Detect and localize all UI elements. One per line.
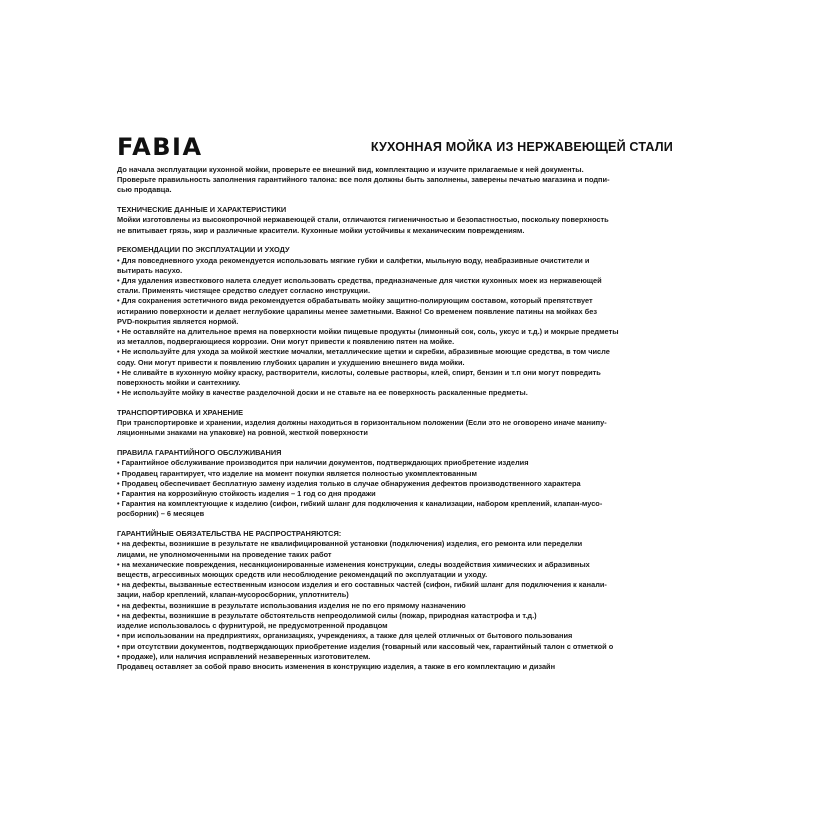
section-line: • Не используйте мойку в качестве разделочной доски и не ставьте на ее поверхность раскаленные предметы. xyxy=(117,388,528,398)
section-line: • Гарантийное обслуживание производится при наличии документов, подтверждающих приобретение изделия xyxy=(117,458,529,468)
section-line: • Гарантия на комплектующие к изделию (сифон, гибкий шланг для подключения к канализации, набором креплений, клапан-мусо- xyxy=(117,499,603,509)
section-line: • Для удаления известкового налета следует использовать средства, предназначеные для чистки кухонных моек из нержавеющей xyxy=(117,276,602,286)
section-line: • продаже), или наличия исправлений незаверенных изготовителем. xyxy=(117,651,371,661)
section-line: из металлов, подвергающиеся коррозии. Они могут привести к появлению пятен на мойке. xyxy=(117,337,455,347)
section-line: • Не сливайте в кухонную мойку краску, растворители, кислоты, солевые растворы, клей, спирт, бензин и т.п они могут повредить xyxy=(117,367,601,377)
section-line: • Продавец обеспечивает бесплатную замену изделия только в случае обнаружения дефектов производственного характера xyxy=(117,478,581,488)
section-line: • Для повседневного ухода рекомендуется использовать мягкие губки и салфетки, мыльную воду, неабразивные очистители и xyxy=(117,255,590,265)
section-line: ляционными знаками на упаковке) на ровной, жесткой поверхности xyxy=(117,428,368,438)
section-title: ПРАВИЛА ГАРАНТИЙНОГО ОБСЛУЖИВАНИЯ xyxy=(117,448,282,458)
section-line: поверхность мойки и сантехнику. xyxy=(117,378,241,388)
section-warranty-exclusions xyxy=(117,529,673,672)
section-transport-storage xyxy=(117,408,673,439)
sheet-header xyxy=(117,133,673,162)
section-line: • Для сохранения эстетичного вида рекомендуется обрабатывать мойку защитно-полирующим составом, который препятствует xyxy=(117,296,593,306)
section-title: ТРАНСПОРТИРОВКА И ХРАНЕНИЕ xyxy=(117,408,244,418)
intro-line: До начала эксплуатации кухонной мойки, проверьте ее внешний вид, комплектацию и изучите прилагаемые к ней документы. xyxy=(117,165,584,174)
section-line: Мойки изготовлены из высокопрочной нержавеющей стали, отличаются гигиеничностью и безопастностью, поскольку поверхность xyxy=(117,215,609,225)
section-line: • Гарантия на коррозийную стойкость изделия – 1 год со дня продажи xyxy=(117,489,376,499)
section-title: ТЕХНИЧЕСКИЕ ДАННЫЕ И ХАРАКТЕРИСТИКИ xyxy=(117,205,287,215)
instruction-sheet xyxy=(117,133,673,672)
closing-note: Продавец оставляет за собой право вносить изменения в конструкцию изделия, а также в его комплектацию и дизайн xyxy=(117,661,556,671)
section-line: • на дефекты, возникшие в результате использования изделия не по его прямому назначению xyxy=(117,600,466,610)
section-line: • Не оставляйте на длительное время на поверхности мойки пищевые продукты (лимонный сок, соль, уксус и т.д.) и мокрые предметы xyxy=(117,327,619,337)
section-line: • Продавец гарантирует, что изделие на момент покупки является полностью укомплектованным xyxy=(117,468,477,478)
section-line: PVD-покрытия является нормой. xyxy=(117,316,239,326)
section-line: веществ, агрессивных моющих средств или несоблюдение рекомендаций по эксплуатации и уходу. xyxy=(117,570,488,580)
section-title: ГАРАНТИЙНЫЕ ОБЯЗАТЕЛЬСТВА НЕ РАСПРОСТРАНЯЮТСЯ: xyxy=(117,529,342,539)
section-line: • при использовании на предприятиях, организациях, учреждениях, а также для целей отличных от бытового пользования xyxy=(117,631,573,641)
section-care-recommendations xyxy=(117,245,673,398)
section-line: вытирать насухо. xyxy=(117,265,183,275)
section-line: истиранию поверхности и делает неглубокие царапины менее заметными. Важно! Со временем появление патины на мойках без xyxy=(117,306,598,316)
document-title: КУХОННАЯ МОЙКА ИЗ НЕРЖАВЕЮЩЕЙ СТАЛИ xyxy=(370,140,673,154)
section-line: • на дефекты, возникшие в результате обстоятельств непреодолимой силы (пожар, природная катастрофа и т.д.) xyxy=(117,610,537,620)
section-line: росборник) – 6 месяцев xyxy=(117,509,205,519)
section-line: не впитывает грязь, жир и различные красители. Кухонные мойки устойчивы к механическим повреждениям. xyxy=(117,225,525,235)
section-line: • Не используйте для ухода за мойкой жесткие мочалки, металлические щетки и скребки, абразивные моющие средства, в том числе xyxy=(117,347,610,357)
section-warranty-rules xyxy=(117,448,673,519)
intro-paragraph xyxy=(117,165,673,196)
section-line: изделие использовалось с фурнитурой, не предусмотренной продавцом xyxy=(117,621,388,631)
section-line: • при отсутствии документов, подтверждающих приобретение изделия (товарный или кассовый чек, гарантийный талон с отметкой о xyxy=(117,641,614,651)
section-line: • на дефекты, возникшие в результате не квалифицированной установки (подключения) изделия, его ремонта или переделки xyxy=(117,539,583,549)
section-line: зации, набор креплений, клапан-мусоросборник, уплотнитель) xyxy=(117,590,349,600)
intro-line: сью продавца. xyxy=(117,185,172,195)
intro-line: Проверьте правильность заполнения гарантийного талона: все поля должны быть заполнены, заверены печатью магазина и подпи- xyxy=(117,175,610,185)
document-body xyxy=(117,165,673,672)
section-technical-data xyxy=(117,205,673,236)
section-line: При транспортировке и хранении, изделия должны находиться в горизонтальном положении (Если это не оговорено иначе манипу- xyxy=(117,418,607,428)
section-line: • на дефекты, вызванные естественным износом изделия и его составных частей (сифон, гибкий шланг для подключения к канали- xyxy=(117,580,607,590)
section-line: соду. Они могут привести к появлению глубоких царапин и ухудшению внешнего вида мойки. xyxy=(117,357,465,367)
brand-logo: FABIA xyxy=(117,133,203,161)
section-line: стали. Применять чистящее средство следует согласно инструкции. xyxy=(117,286,370,296)
section-line: • на механические повреждения, несанкционированные изменения конструкции, следы воздействия химических и абразивных xyxy=(117,559,590,569)
section-line: лицами, не уполномоченными на проведение таких работ xyxy=(117,549,332,559)
section-title: РЕКОМЕНДАЦИИ ПО ЭКСПЛУАТАЦИИ И УХОДУ xyxy=(117,245,290,255)
